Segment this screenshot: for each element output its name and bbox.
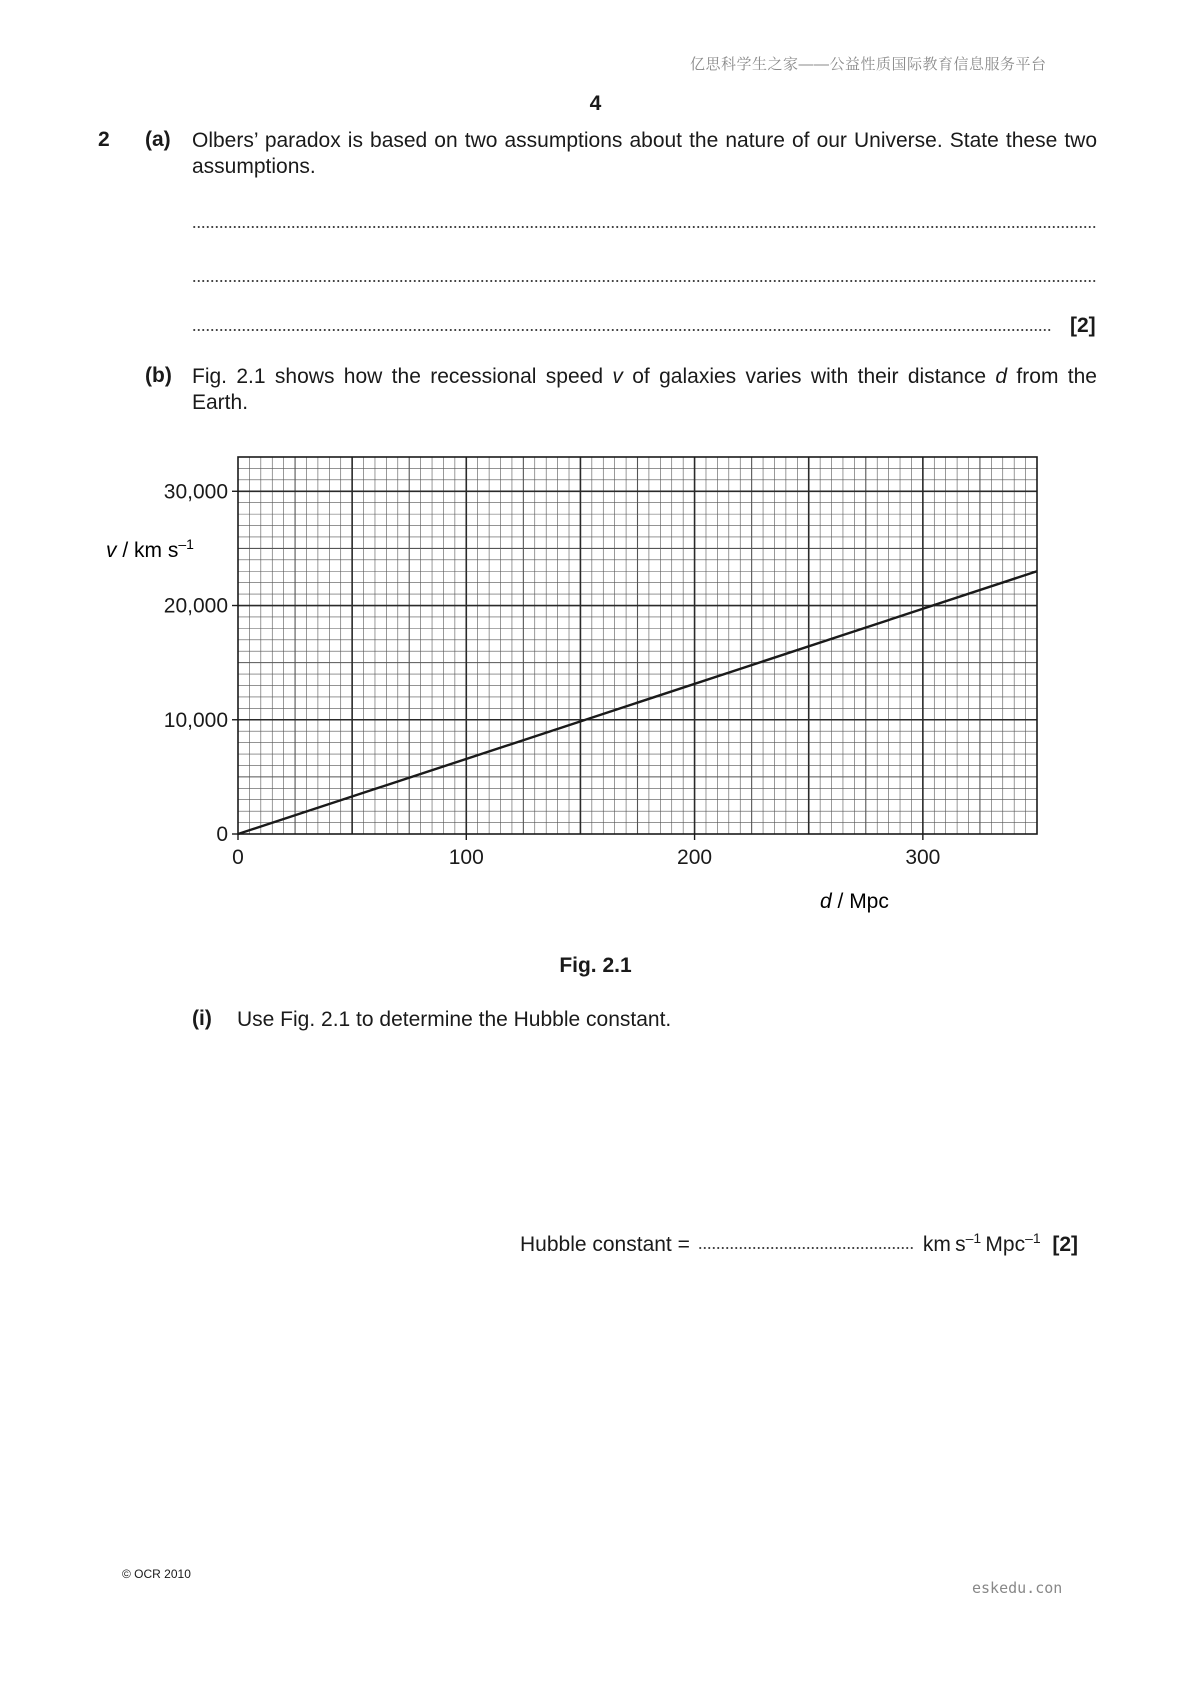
sub-i-text: Use Fig. 2.1 to determine the Hubble constant. — [237, 1008, 672, 1031]
part-b-text-2: of galaxies varies with their distance — [622, 365, 996, 388]
part-b-text-1: Fig. 2.1 shows how the recessional speed — [192, 365, 613, 388]
hubble-constant-answer — [520, 1230, 1078, 1257]
y-axis-label-unit: / km s — [116, 539, 179, 562]
part-a-marks: [2] — [1070, 314, 1096, 337]
question-number: 2 — [98, 128, 110, 151]
x-tick-label: 0 — [232, 846, 244, 869]
part-b-label: (b) — [145, 364, 172, 387]
y-tick-label: 20,000 — [163, 594, 228, 618]
x-axis-label-symbol: d — [820, 890, 832, 913]
part-a-text: Olbers’ paradox is based on two assumptions about the nature of our Universe. State these two assumptions. — [192, 129, 1097, 178]
unit-s-exponent: –1 — [965, 1230, 982, 1246]
sub-i-label: (i) — [192, 1007, 212, 1030]
unit-km: km — [922, 1233, 951, 1256]
unit-mpc-exponent: –1 — [1025, 1230, 1041, 1246]
x-axis-label-unit: / Mpc — [831, 890, 889, 913]
unit-s: s — [955, 1233, 966, 1256]
ticks — [164, 480, 941, 869]
hubble-constant-answer-line — [698, 1246, 913, 1250]
x-tick-label: 300 — [905, 846, 941, 869]
page-number: 4 — [589, 92, 602, 115]
hubble-constant-label: Hubble constant = — [520, 1233, 690, 1256]
copyright: © OCR 2010 — [122, 1567, 191, 1581]
sub-i-marks: [2] — [1052, 1233, 1078, 1256]
x-tick-label: 100 — [448, 846, 484, 869]
y-axis-label-exponent: –1 — [178, 536, 194, 552]
y-tick-label: 0 — [216, 823, 228, 846]
y-tick-label: 30,000 — [163, 480, 228, 504]
y-axis-label — [106, 536, 194, 562]
header-watermark: 亿思科学生之家——公益性质国际教育信息服务平台 — [690, 56, 1047, 73]
y-axis-label-symbol: v — [106, 539, 117, 562]
part-b-var-v: v — [612, 365, 623, 388]
footer-watermark: eskedu.con — [972, 1579, 1063, 1597]
part-b-text-3: from the Earth. — [192, 365, 1097, 414]
figure-caption: Fig. 2.1 — [559, 954, 632, 977]
y-tick-label: 10,000 — [163, 708, 228, 732]
grid-minor — [238, 457, 1037, 834]
x-axis-label — [820, 890, 889, 913]
unit-mpc: Mpc — [985, 1233, 1026, 1256]
x-tick-label: 200 — [677, 846, 713, 869]
part-a-label: (a) — [145, 128, 171, 151]
part-b-var-d: d — [995, 365, 1008, 388]
